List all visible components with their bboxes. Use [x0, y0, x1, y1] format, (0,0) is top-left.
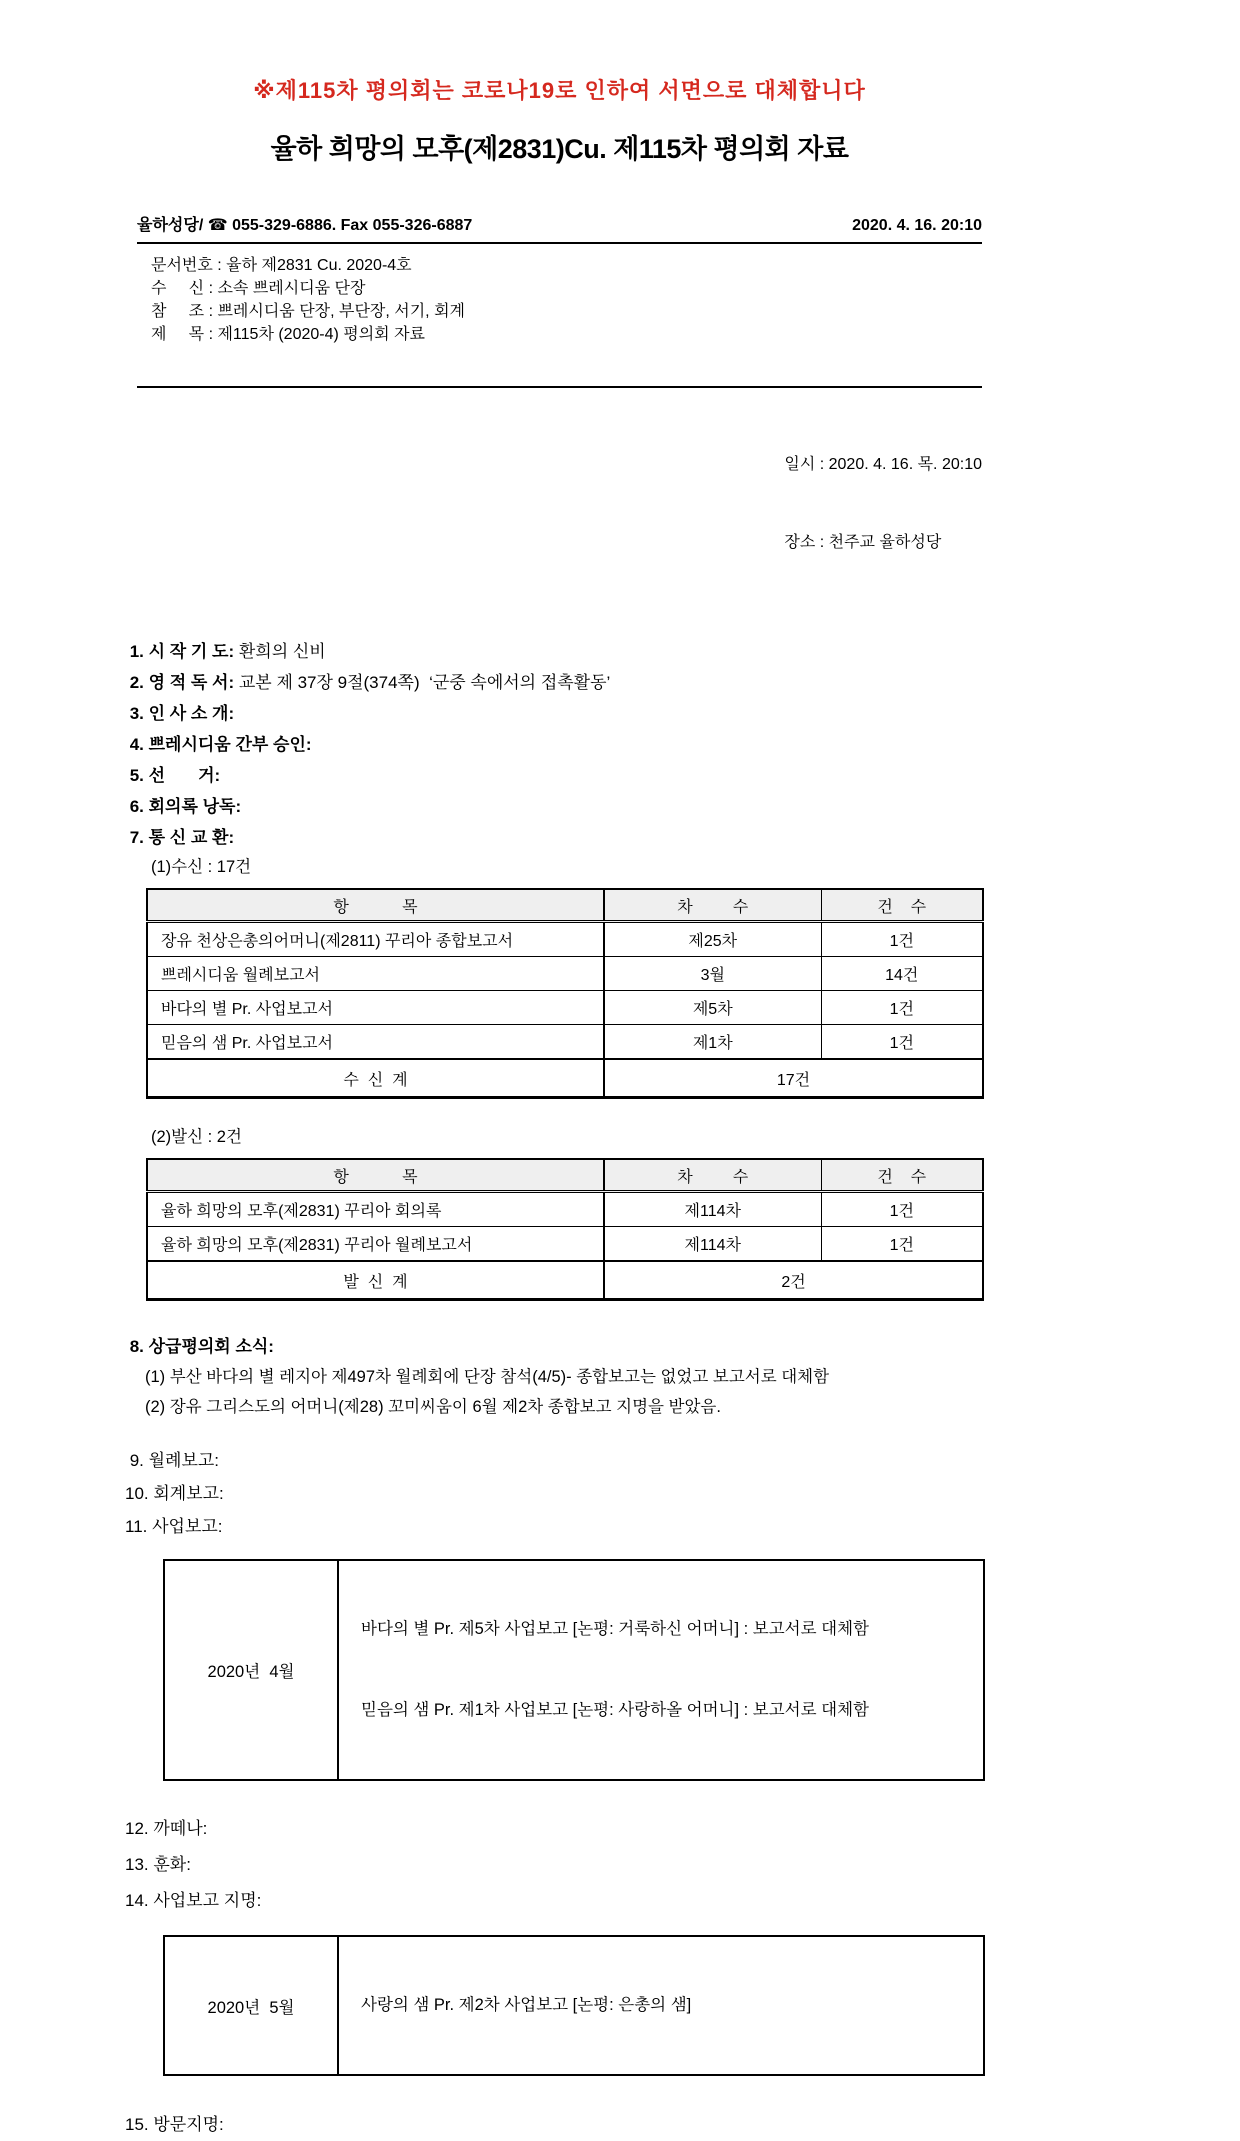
covid-notice: ※제115차 평의회는 코로나19로 인하여 서면으로 대체합니다	[253, 78, 866, 103]
table-row: 쁘레시디움 월례보고서 3월 14건	[147, 957, 983, 991]
agenda-item-10: 10. 회계보고:	[125, 1484, 224, 1503]
phone-icon: ☎	[207, 217, 228, 234]
received-total-row	[147, 1059, 983, 1098]
page-title: 율하 희망의 모후(제2831)Cu. 제115차 평의회 자료	[270, 134, 849, 164]
divider-subject	[137, 386, 982, 388]
agenda-item-6: 6. 회의록 낭독:	[125, 797, 242, 816]
business-report-period: 2020년 4월	[164, 1560, 338, 1780]
table-row: 믿음의 샘 Pr. 사업보고서 제1차 1건	[147, 1025, 983, 1060]
col-header-count: 건 수	[821, 1159, 983, 1192]
doc-info-block	[137, 244, 982, 346]
received-table-wrap	[146, 888, 982, 1099]
agenda-item-11: 11. 사업보고:	[125, 1517, 223, 1536]
agenda-item-8: 8. 상급평의회 소식:	[125, 1337, 274, 1356]
agenda-item-15: 15. 방문지명:	[125, 2115, 224, 2134]
col-header-item: 항 목	[147, 1159, 604, 1192]
col-header-round: 차 수	[604, 889, 821, 922]
business-report-table-wrap	[163, 1559, 982, 1781]
document-content	[125, 0, 982, 2141]
business-report-table	[163, 1559, 985, 1781]
sent-total-value: 2건	[604, 1261, 983, 1300]
received-total-value: 17건	[604, 1059, 983, 1098]
table-row: 바다의 별 Pr. 사업보고서 제5차 1건	[147, 991, 983, 1025]
agenda-list	[125, 636, 982, 882]
business-report-detail: 바다의 별 Pr. 제5차 사업보고 [논평: 거룩하신 어머니] : 보고서로 대체함 믿음의 샘 Pr. 제1차 사업보고 [논평: 사랑하올 어머니] : 보고서로 대체함	[361, 1620, 869, 1719]
letterhead-datetime: 2020. 4. 16. 20:10	[852, 217, 982, 234]
agenda-item-5: 5. 선 거:	[125, 766, 221, 785]
doc-number-line: 문서번호 : 율하 제2831 Cu. 2020-4호	[151, 257, 412, 274]
received-table	[146, 888, 984, 1099]
agenda-item-2: 2. 영 적 독 서: 교본 제 37장 9절(374쪽) ‘군중 속에서의 접촉활동’	[125, 673, 611, 692]
meeting-place: 장소 : 천주교 율하성당	[784, 534, 942, 551]
table-row: 율하 희망의 모후(제2831) 꾸리아 회의록 제114차 1건	[147, 1192, 983, 1227]
agenda-item-1: 1. 시 작 기 도: 환희의 신비	[125, 642, 326, 661]
agenda-item-15-block	[125, 2108, 982, 2141]
meeting-datetime: 일시 : 2020. 4. 16. 목. 20:10	[784, 456, 982, 473]
table-row: 율하 희망의 모후(제2831) 꾸리아 월례보고서 제114차 1건	[147, 1227, 983, 1262]
business-assign-period: 2020년 5월	[164, 1936, 338, 2075]
business-assign-detail: 사랑의 샘 Pr. 제2차 사업보고 [논평: 은총의 샘]	[361, 1996, 692, 2014]
agenda-item-3: 3. 인 사 소 개:	[125, 704, 235, 723]
received-total-label: 수 신 계	[147, 1059, 604, 1098]
agenda-item-13: 13. 훈화:	[125, 1855, 191, 1874]
agenda-item-8-block	[125, 1331, 982, 1422]
sent-total-row	[147, 1261, 983, 1300]
sent-header-row	[147, 1159, 983, 1192]
business-assign-row	[164, 1936, 984, 2075]
sent-table-wrap	[146, 1158, 982, 1301]
sent-table	[146, 1158, 984, 1301]
meeting-when-where	[137, 400, 982, 608]
agenda-items-12-14	[125, 1811, 982, 1919]
col-header-round: 차 수	[604, 1159, 821, 1192]
col-header-count: 건 수	[821, 889, 983, 922]
received-header-row	[147, 889, 983, 922]
agenda-item-14: 14. 사업보고 지명:	[125, 1891, 262, 1910]
sent-total-label: 발 신 계	[147, 1261, 604, 1300]
col-header-item: 항 목	[147, 889, 604, 922]
sent-section	[125, 1123, 982, 1152]
parish-name: 율하성당/	[137, 217, 208, 234]
agenda-item-8-sub-1: (1) 부산 바다의 별 레지아 제497차 월례회에 단장 참석(4/5)- 종합보고는 없었고 보고서로 대체함	[145, 1368, 830, 1386]
business-assign-table-wrap	[163, 1935, 982, 2076]
doc-subject-line: 제 목 : 제115차 (2020-4) 평의회 자료	[151, 326, 425, 343]
letterhead	[137, 212, 982, 235]
agenda-item-4: 4. 쁘레시디움 간부 승인:	[125, 735, 312, 754]
business-report-row	[164, 1560, 984, 1780]
business-assign-table	[163, 1935, 985, 2076]
agenda-item-12: 12. 까떼나:	[125, 1819, 208, 1838]
table-row: 장유 천상은총의어머니(제2811) 꾸리아 종합보고서 제25차 1건	[147, 922, 983, 957]
agenda-item-9: 9. 월례보고:	[125, 1451, 220, 1470]
doc-cc-line: 참 조 : 쁘레시디움 단장, 부단장, 서기, 회계	[151, 303, 465, 320]
agenda-items-9-11	[125, 1444, 982, 1543]
received-count-line: (1)수신 : 17건	[151, 858, 252, 876]
doc-recipient-line: 수 신 : 소속 쁘레시디움 단장	[151, 280, 366, 297]
agenda-item-7: 7. 통 신 교 환:	[125, 828, 235, 847]
letterhead-contact	[137, 212, 472, 235]
agenda-item-8-sub-2: (2) 장유 그리스도의 어머니(제28) 꼬미씨움이 6월 제2차 종합보고 지명을 받았음.	[145, 1398, 721, 1416]
sent-count-line: (2)발신 : 2건	[151, 1128, 242, 1146]
phone-fax-numbers: 055-329-6886. Fax 055-326-6887	[227, 217, 473, 234]
